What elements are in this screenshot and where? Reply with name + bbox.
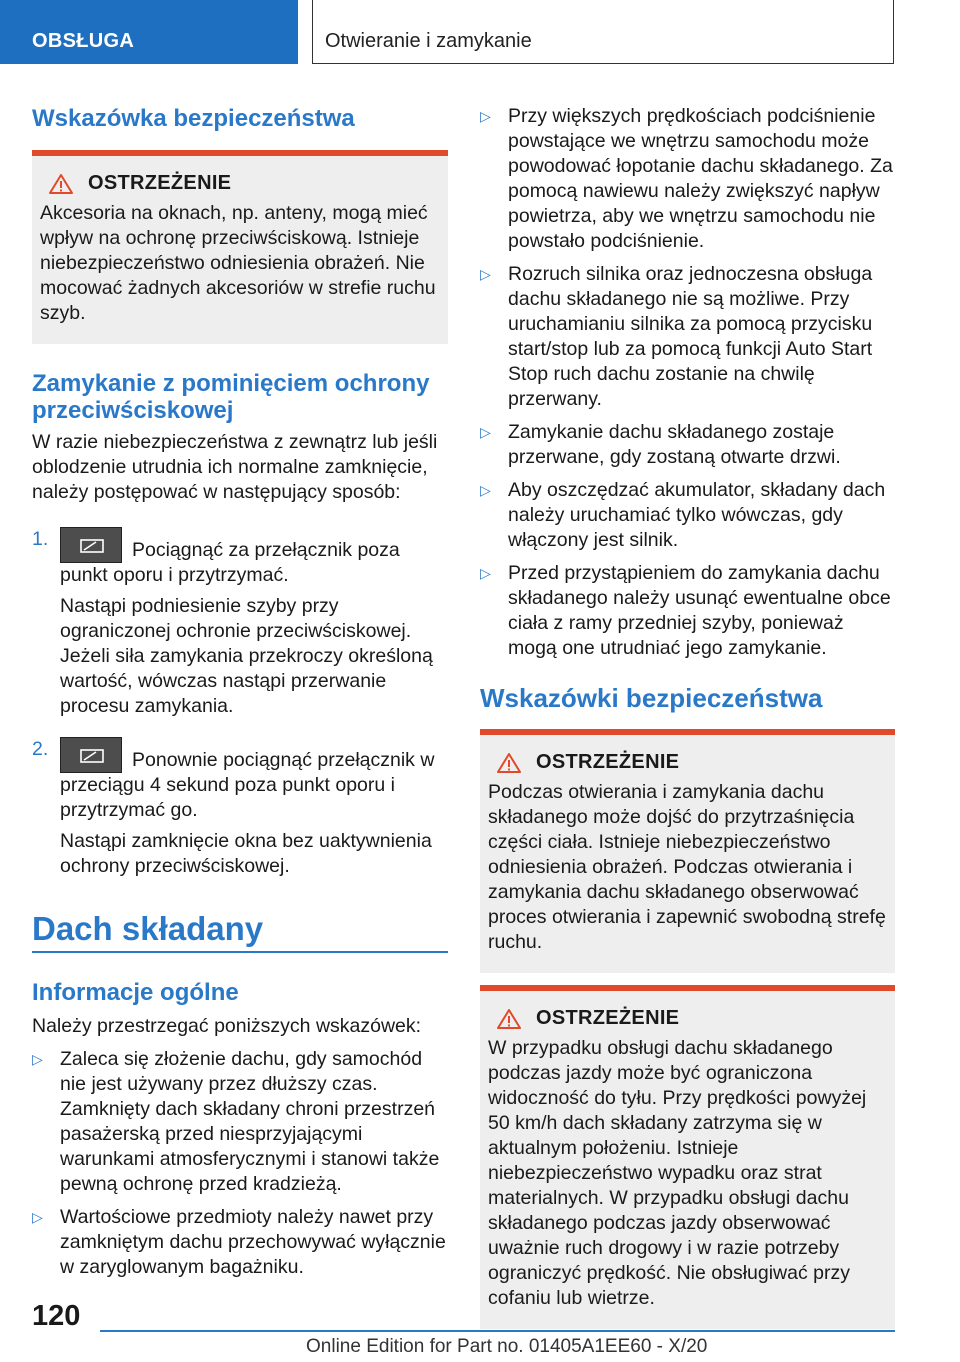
list-item-text: Przed przystąpieniem do zamykania dachu składanego należy usunąć ewentualne obce ciała z ramy przedniej szyby, ponieważ mogą one utrudniać jego zamykanie. <box>508 562 891 659</box>
section-tab <box>0 0 298 64</box>
left-column <box>32 100 448 1280</box>
list-item <box>32 1047 448 1197</box>
page-number: 120 <box>32 1300 81 1332</box>
window-switch-icon <box>60 737 122 773</box>
warning-label: OSTRZEŻENIE <box>88 172 232 194</box>
closing-intro: W razie niebezpieczeństwa z zewnątrz lub jeśli oblodzenie utrudnia ich normalne zamknięcie, należy postępować w następujący sposób: <box>32 431 438 503</box>
heading-safety-notes: Wskazówki bezpieczeństwa <box>480 683 823 713</box>
step-action: Pociągnąć za przełącznik poza punkt oporu i przytrzymać. <box>60 539 400 586</box>
chapter-title: Otwieranie i zamykanie <box>325 30 532 52</box>
warning-box <box>480 985 895 1329</box>
step-item <box>32 737 448 879</box>
step-item <box>32 527 448 719</box>
right-column <box>480 104 895 1329</box>
triangle-bullet-icon: ▷ <box>480 108 491 124</box>
heading-underline <box>32 951 448 953</box>
list-item <box>480 420 895 470</box>
warning-text: Podczas otwierania i zamykania dachu składanego może dojść do przytrzaśnięcia części ciała. Istnieje niebezpieczeństwo odniesienia obrażeń. Podczas otwierania i zamykania dachu składanego obserwować proces otwierania i zapewnić swobodną strefę ruchu. <box>488 781 886 953</box>
footer-rule <box>100 1330 895 1332</box>
warning-text: Akcesoria na oknach, np. anteny, mogą mieć wpływ na ochronę przeciwściskową. Istnieje niebezpieczeństwo odniesienia obrażeń. Nie mocować żadnych akcesoriów w strefie ruchu szyb. <box>40 202 436 324</box>
list-item-text: Przy większych prędkościach podciśnienie powstające we wnętrzu samochodu może powodować łopotanie dachu składanego. Za pomocą nawiewu należy zwiększyć napływ powietrza, aby we wnętrzu samochodu nie powstało podciśnienie. <box>508 105 893 252</box>
triangle-bullet-icon: ▷ <box>32 1051 43 1067</box>
heading-folding-roof: Dach składany <box>32 910 264 947</box>
triangle-bullet-icon: ▷ <box>32 1209 43 1225</box>
triangle-bullet-icon: ▷ <box>480 482 491 498</box>
triangle-bullet-icon: ▷ <box>480 266 491 282</box>
list-item-text: Aby oszczędzać akumulator, składany dach należy uruchamiać tylko wówczas, gdy włączony jest silnik. <box>508 479 886 551</box>
general-intro: Należy przestrzegać poniższych wskazówek: <box>32 1015 422 1037</box>
edition-label: Online Edition for Part no. 01405A1EE60 - X/20 <box>306 1336 708 1357</box>
warning-text: W przypadku obsługi dachu składanego podczas jazdy może być ograniczona widoczność do tyłu. Przy prędkości powyżej 50 km/h dach składany zatrzyma się w aktualnym położeniu. Istnieje niebezpieczeństwo wypadku oraz strat materialnych. W przypadku obsługi dachu składanego podczas jazdy obserwować uważnie ruch drogowy i w razie potrzeby ograniczyć prędkość. Nie obsługiwać przy cofaniu lub wietrze. <box>488 1037 867 1309</box>
step-number: 2. <box>32 738 49 760</box>
step-action: Ponownie pociągnąć przełącznik w przeciągu 4 sekund poza punkt oporu i przytrzymać go. <box>60 749 435 821</box>
warning-box <box>480 729 895 973</box>
list-item-text: Zaleca się złożenie dachu, gdy samochód nie jest używany przez dłuższy czas. Zamknięty dach składany chroni przestrzeń pasażerską przed niesprzyjającymi warunkami atmosferycznymi i stanowi także pewną ochronę przed kradzieżą. <box>60 1048 440 1195</box>
window-switch-icon <box>60 527 122 563</box>
section-label: OBSŁUGA <box>32 30 135 52</box>
list-item-text: Zamykanie dachu składanego zostaje przerwane, gdy zostaną otwarte drzwi. <box>508 421 841 468</box>
heading-closing-bypass: Zamykanie z pominięciem ochrony przeciwściskowej <box>32 370 430 424</box>
warning-box <box>32 150 448 344</box>
chapter-header <box>312 0 894 64</box>
list-item <box>480 478 895 553</box>
step-number: 1. <box>32 528 49 550</box>
warning-triangle-icon <box>496 1008 522 1030</box>
step-result: Nastąpi zamknięcie okna bez uaktywnienia ochrony przeciwściskowej. <box>60 830 432 877</box>
list-item <box>480 262 895 412</box>
step-result: Nastąpi podniesienie szyby przy ograniczonej ochronie przeciwściskowej. Jeżeli siła zamykania przekroczy określoną wartość, wówczas nastąpi przerwanie procesu zamykania. <box>60 595 433 717</box>
list-item <box>32 1205 448 1280</box>
triangle-bullet-icon: ▷ <box>480 424 491 440</box>
list-item <box>480 561 895 661</box>
warning-triangle-icon <box>48 173 74 195</box>
warning-triangle-icon <box>496 752 522 774</box>
list-item <box>480 104 895 254</box>
heading-safety-note: Wskazówka bezpieczeństwa <box>32 105 355 132</box>
triangle-bullet-icon: ▷ <box>480 565 491 581</box>
warning-label: OSTRZEŻENIE <box>536 1007 680 1029</box>
heading-general-info: Informacje ogólne <box>32 979 239 1006</box>
list-item-text: Wartościowe przedmioty należy nawet przy zamkniętym dachu przechowywać wyłącznie w zaryglowanym bagażniku. <box>60 1206 446 1278</box>
warning-label: OSTRZEŻENIE <box>536 751 680 773</box>
list-item-text: Rozruch silnika oraz jednoczesna obsługa dachu składanego nie są możliwe. Przy uruchamianiu silnika za pomocą przycisku start/stop lub za pomocą funkcji Auto Start Stop ruch dachu zostanie na chwilę przerwany. <box>508 263 873 410</box>
